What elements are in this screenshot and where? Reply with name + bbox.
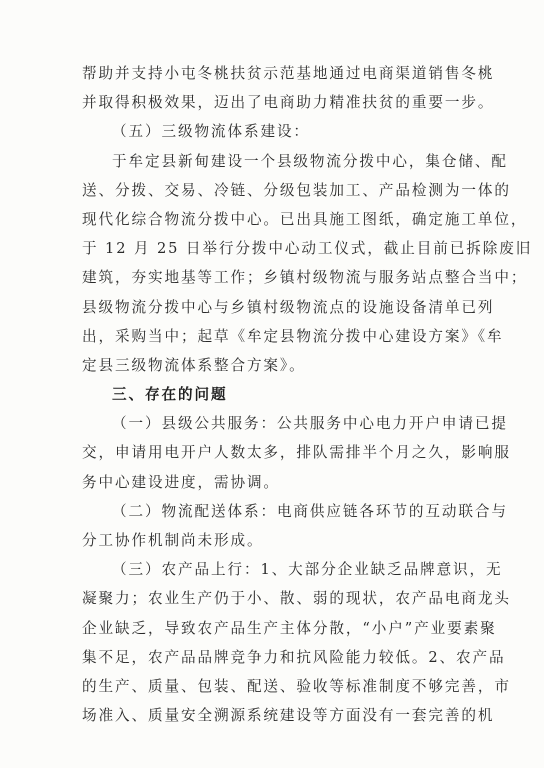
paragraph-line: 务中心建设进度，需协调。 [82,473,280,491]
section-heading: 三、存在的问题 [112,386,228,404]
paragraph-line: 的生产、质量、包装、配送、验收等标准制度不够完善，市 [82,677,511,695]
paragraph-line: 企业缺乏，导致农产品生产主体分散，“小户”产业要素聚 [82,619,497,637]
paragraph-line: 集不足，农产品品牌竞争力和抗风险能力较低。2、农产品 [82,648,506,666]
paragraph-line: 并取得积极效果，迈出了电商助力精准扶贫的重要一步。 [82,94,495,112]
paragraph-line: 场准入、质量安全溯源系统建设等方面没有一套完善的机 [82,707,495,725]
paragraph-line: 交，申请用电开户人数太多，排队需排半个月之久，影响服 [82,444,511,462]
paragraph-line: （五）三级物流体系建设： [112,123,310,141]
paragraph-line: 凝聚力；农业生产仍于小、散、弱的现状，农产品电商龙头 [82,590,511,608]
paragraph-line: 于 12 月 25 日举行分拨中心动工仪式，截止目前已拆除废旧 [82,240,533,258]
paragraph-line: （一）县级公共服务：公共服务中心电力开户申请已提 [112,415,508,433]
paragraph-line: 于牟定县新甸建设一个县级物流分拨中心，集仓储、配 [112,152,508,170]
paragraph-line: 定县三级物流体系整合方案》。 [82,356,306,374]
paragraph-line: （三）农产品上行：1、大部分企业缺乏品牌意识，无 [112,561,503,579]
paragraph-line: 帮助并支持小屯冬桃扶贫示范基地通过电商渠道销售冬桃 [82,65,495,82]
paragraph-line: 建筑，夯实地基等工作；乡镇村级物流与服务站点整合当中； [82,269,528,287]
paragraph-line: 分工协作机制尚未形成。 [82,532,264,549]
paragraph-line: 现代化综合物流分拨中心。已出具施工图纸，确定施工单位， [82,210,528,228]
paragraph-line: （二）物流配送体系：电商供应链各环节的互动联合与 [112,502,508,520]
document-body [82,59,533,730]
paragraph-line: 送、分拨、交易、冷链、分级包装加工、产品检测为一体的 [82,181,511,199]
paragraph-line: 出，采购当中；起草《牟定县物流分拨中心建设方案》《牟 [82,327,504,345]
paragraph-line: 县级物流分拨中心与乡镇村级物流点的设施设备清单已列 [82,298,495,316]
